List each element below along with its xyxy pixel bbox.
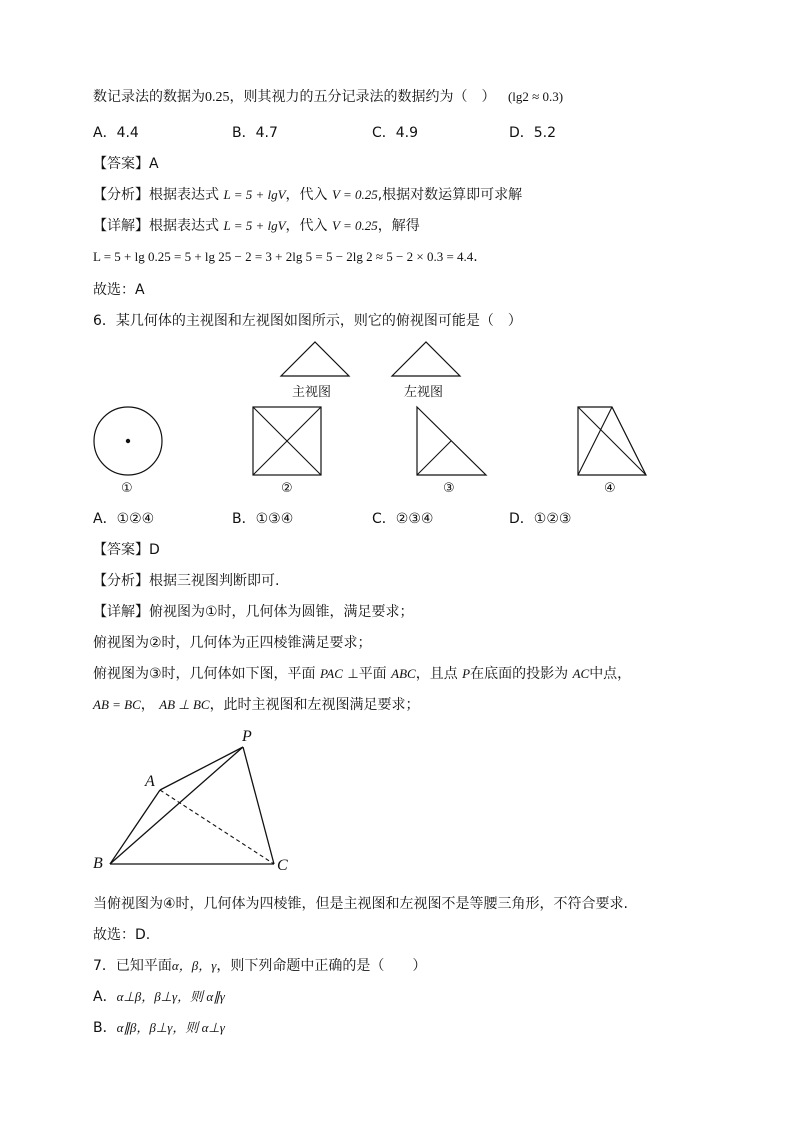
front-view-label: 主视图 [292, 385, 332, 400]
q5-detail: 【详解】根据表达式 L = 5 + lgV，代入 V = 0.25，解得 [93, 218, 420, 234]
q5-option-d: D．5.2 [509, 125, 557, 141]
q5-choose: 故选：A [93, 282, 145, 298]
q6-detail-5: 当俯视图为④时，几何体为四棱锥，但是主视图和左视图不是等腰三角形，不符合要求. [93, 896, 628, 912]
q6-option-c: C．②③④ [372, 511, 434, 527]
q6-option-b: B．①③④ [232, 511, 294, 527]
trapezoid-diagonal-2 [578, 407, 612, 475]
figure-label-1: ① [121, 481, 133, 496]
q6-detail-2: 俯视图为②时，几何体为正四棱锥满足要求； [93, 635, 372, 651]
q5-given: (lg2 ≈ 0.3) [507, 89, 564, 104]
q5-option-b: B．4.7 [232, 125, 278, 141]
q6-detail-3: 俯视图为③时，几何体如下图，平面 PAC ⊥平面 ABC，且点 P在底面的投影为 AC中点， [93, 666, 632, 682]
q6-choose: 故选：D. [93, 927, 151, 943]
q5-answer: 【答案】A [93, 156, 159, 172]
q6-detail-4: AB = BC， AB ⊥ BC，此时主视图和左视图满足要求； [93, 697, 420, 713]
left-view-triangle [392, 342, 460, 376]
q6-analysis: 【分析】根据三视图判断即可. [93, 573, 280, 589]
vertex-label-c: C [277, 857, 288, 874]
trapezoid-diagonal-1 [578, 407, 646, 475]
figure-label-3: ③ [443, 481, 455, 496]
q6-stem: 6．某几何体的主视图和左视图如图所示，则它的俯视图可能是（ ） [93, 313, 522, 329]
circle-center-dot [126, 439, 130, 443]
vertex-label-b: B [93, 855, 103, 872]
q5-stem: 数记录法的数据为0.25，则其视力的五分记录法的数据约为（ ） (lg2 ≈ 0.3) [93, 89, 564, 105]
figure-label-2: ② [281, 481, 293, 496]
vertex-label-p: P [242, 728, 252, 745]
q7-option-b: B．α∥β，β⊥γ，则 α⊥γ [93, 1020, 225, 1036]
figure-label-4: ④ [604, 481, 616, 496]
edge-pb [110, 747, 243, 864]
q5-analysis: 【分析】根据表达式 L = 5 + lgV，代入 V = 0.25,根据对数运算即可求解 [93, 187, 523, 203]
q7-option-a: A．α⊥β，β⊥γ，则 α∥γ [93, 989, 225, 1005]
q7-stem: 7．已知平面α，β，γ，则下列命题中正确的是（ ） [93, 958, 427, 974]
q6-detail-1: 【详解】俯视图为①时，几何体为圆锥，满足要求； [93, 604, 414, 620]
left-view-label: 左视图 [404, 385, 444, 400]
q6-option-a: A．①②④ [93, 511, 155, 527]
edge-pc [243, 747, 274, 864]
q6-option-d: D．①②③ [509, 511, 572, 527]
q5-option-c: C．4.9 [372, 125, 419, 141]
q5-option-a: A．4.4 [93, 125, 139, 141]
q6-answer: 【答案】D [93, 542, 160, 558]
vertex-label-a: A [145, 773, 155, 790]
front-view-triangle [281, 342, 349, 376]
triangle-inner-line [417, 441, 451, 475]
q5-calculation: L = 5 + lg 0.25 = 5 + lg 25 − 2 = 3 + 2lg 5 = 5 − 2lg 2 ≈ 5 − 2 × 0.3 = 4.4. [93, 249, 478, 265]
